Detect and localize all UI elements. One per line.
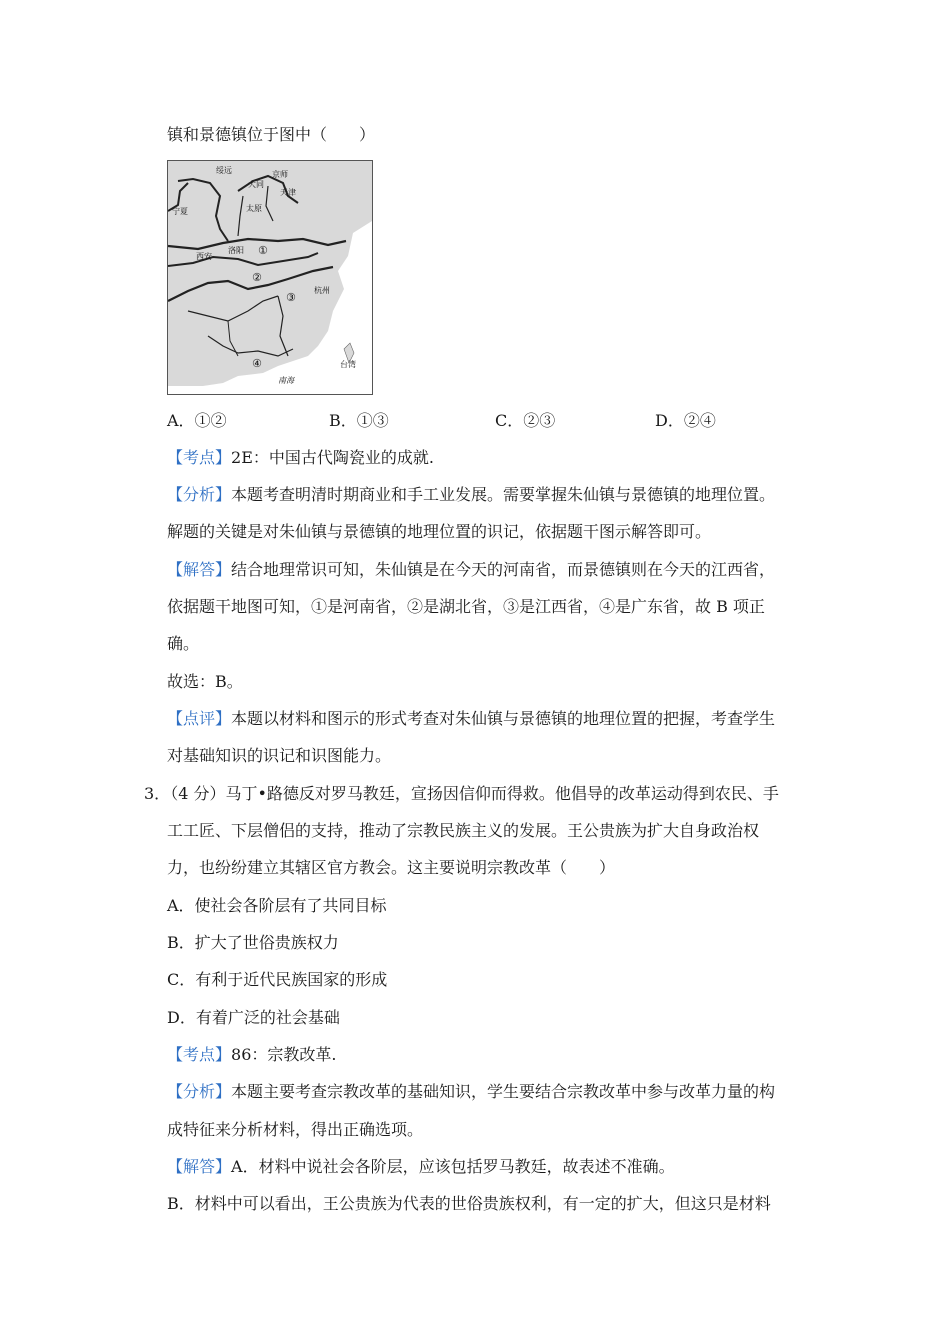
option-b: B．①③ [329, 411, 389, 430]
q3-fenxi-2: 成特征来分析材料，得出正确选项。 [167, 1120, 424, 1139]
q2-fenxi-2: 解题的关键是对朱仙镇与景德镇的地理位置的识记，依据题干图示解答即可。 [167, 522, 712, 541]
map-marker-1: ① [258, 244, 268, 257]
q3-option-d: D．有着广泛的社会基础 [167, 1008, 340, 1027]
map-marker-2: ② [252, 271, 262, 284]
map-label-xian: 西安 [196, 252, 212, 261]
map-label-tianjin: 天津 [280, 188, 296, 197]
map-label-ningxia: 宁夏 [172, 207, 188, 216]
q2-jieda-2: 依据题干地图可知，①是河南省，②是湖北省，③是江西省，④是广东省，故 B 项正 [167, 597, 765, 616]
historical-map [167, 160, 373, 395]
map-graphic [168, 161, 372, 394]
q2-fenxi-1: 【分析】本题考查明清时期商业和手工业发展。需要掌握朱仙镇与景德镇的地理位置。 [167, 485, 776, 504]
q2-jieda-1: 【解答】结合地理常识可知，朱仙镇是在今天的河南省，而景德镇则在今天的江西省， [167, 560, 776, 579]
q2-dianping-2: 对基础知识的识记和识图能力。 [167, 746, 392, 765]
q3-option-c: C．有利于近代民族国家的形成 [167, 970, 388, 989]
map-label-hangzhou: 杭州 [314, 286, 330, 295]
map-label-suiyuan: 绥远 [216, 166, 232, 175]
q3-option-a: A．使社会各阶层有了共同目标 [167, 896, 387, 915]
map-label-luoyang: 洛阳 [228, 246, 244, 255]
map-label-taiyuan: 太原 [246, 204, 262, 213]
q3-stem-3: 力，也纷纷建立其辖区官方教会。这主要说明宗教改革（ ） [167, 858, 616, 877]
q2-kaodian: 【考点】2E：中国古代陶瓷业的成就. [167, 448, 434, 467]
map-label-datong: 大同 [248, 180, 264, 189]
map-label-taiwan: 台湾 [340, 360, 356, 369]
q3-stem-1: 3．（4 分）马丁•路德反对罗马教廷，宣扬因信仰而得救。他倡导的改革运动得到农民、手 [144, 784, 779, 803]
map-marker-3: ③ [286, 291, 296, 304]
map-marker-4: ④ [252, 357, 262, 370]
map-label-nanhai: 南海 [278, 376, 294, 385]
q3-option-b: B．扩大了世俗贵族权力 [167, 933, 339, 952]
option-d: D．②④ [655, 411, 716, 430]
q3-jieda-1: 【解答】A．材料中说社会各阶层，应该包括罗马教廷，故表述不准确。 [167, 1157, 675, 1176]
q3-kaodian: 【考点】86：宗教改革. [167, 1045, 337, 1064]
map-label-jingshi: 京师 [272, 170, 288, 179]
q3-b-line: B．材料中可以看出，王公贵族为代表的世俗贵族权利，有一定的扩大，但这只是材料 [167, 1194, 771, 1213]
q3-stem-2: 工工匠、下层僧侣的支持，推动了宗教民族主义的发展。王公贵族为扩大自身政治权 [167, 821, 760, 840]
q2-dianping-1: 【点评】本题以材料和图示的形式考查对朱仙镇与景德镇的地理位置的把握，考查学生 [167, 709, 776, 728]
q2-answer: 故选：B。 [167, 672, 243, 691]
option-a: A．①② [167, 411, 227, 430]
question-stem-tail: 镇和景德镇位于图中（ ） [167, 125, 376, 144]
q2-jieda-3: 确。 [167, 634, 200, 653]
option-c: C．②③ [495, 411, 556, 430]
q3-fenxi-1: 【分析】本题主要考查宗教改革的基础知识，学生要结合宗教改革中参与改革力量的构 [167, 1082, 776, 1101]
